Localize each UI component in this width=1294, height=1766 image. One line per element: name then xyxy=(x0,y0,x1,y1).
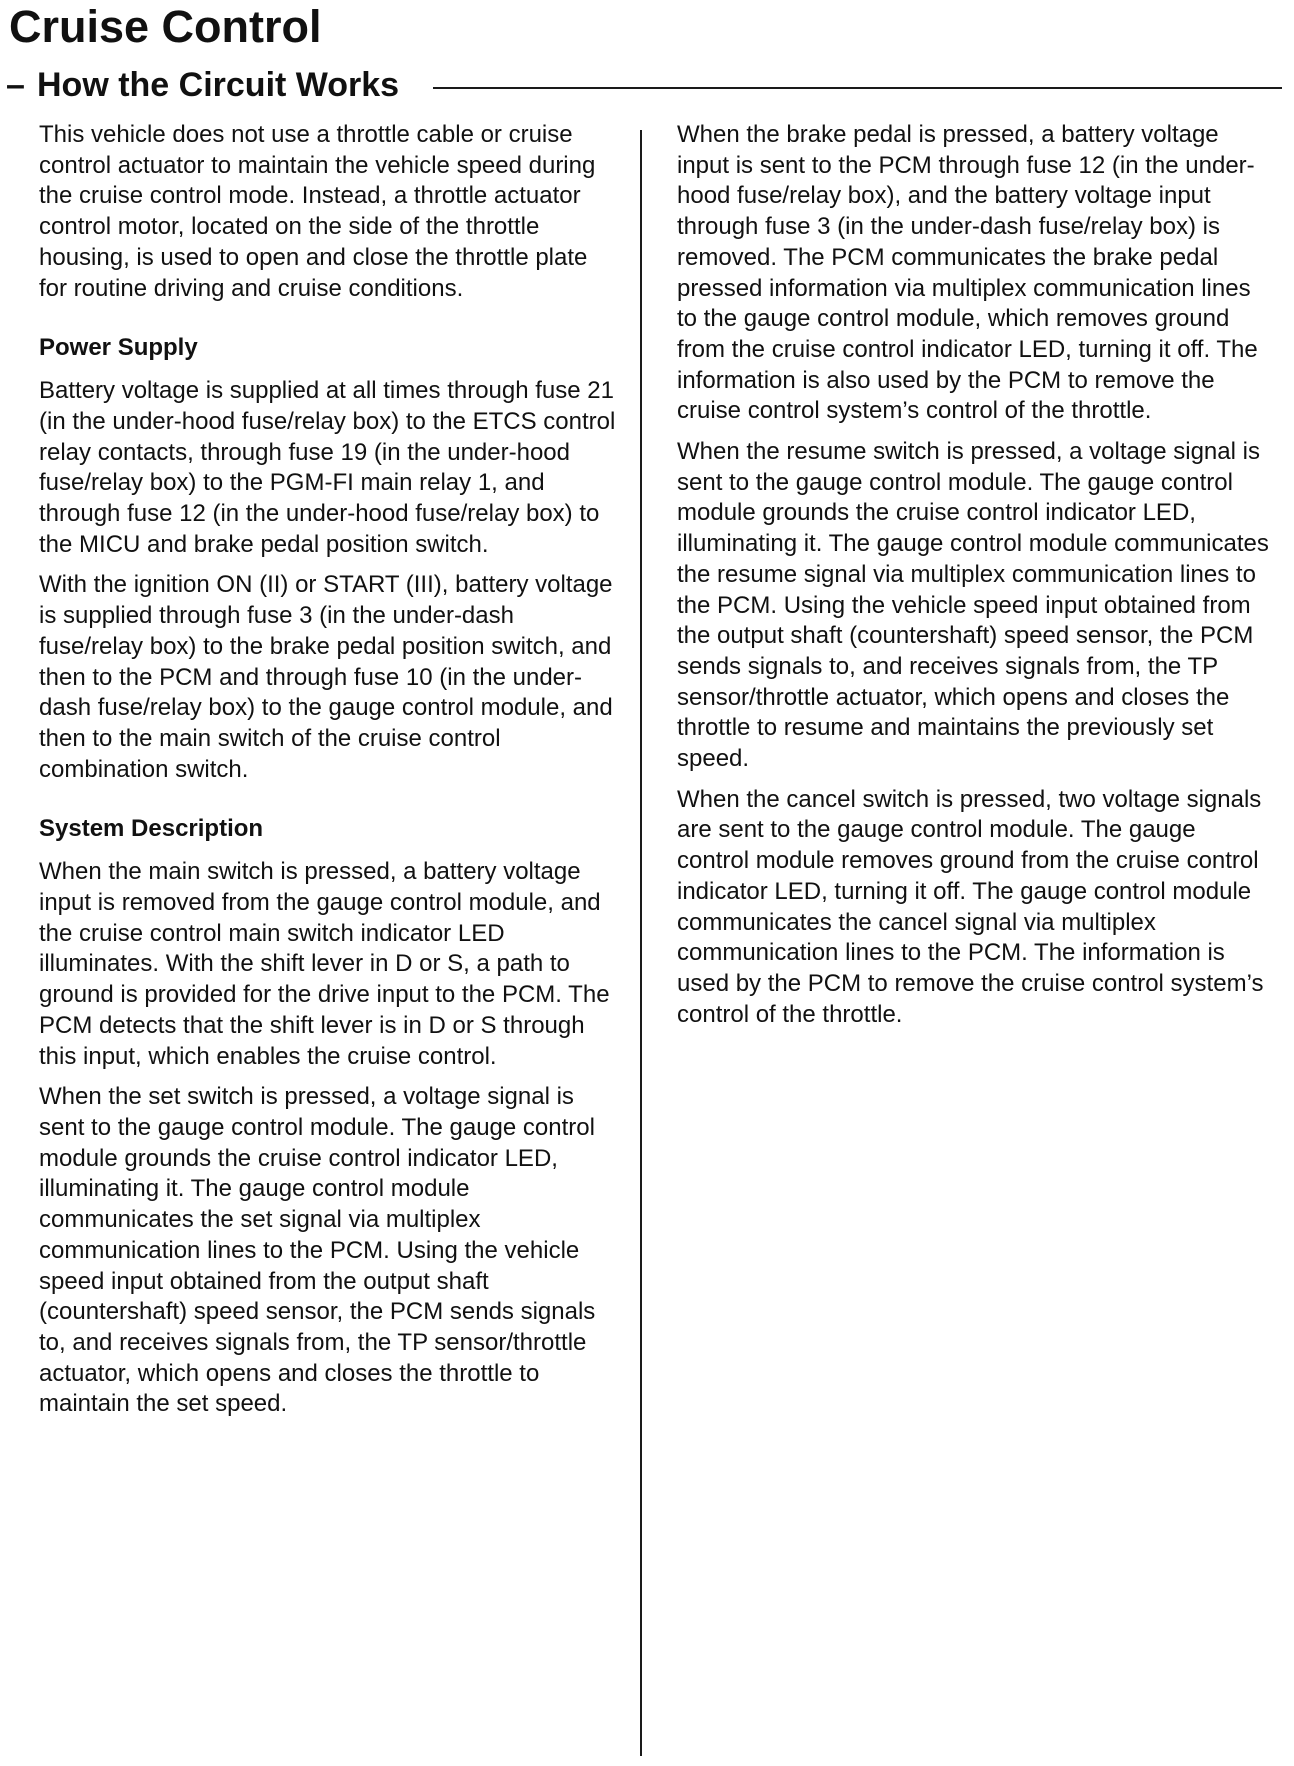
resume-switch-paragraph: When the resume switch is pressed, a voltage signal is sent to the gauge control module. The gauge control module grounds the cruise control indicator LED, illuminating it. The gauge control module communicates the resume signal via multiplex communication lines to the PCM. Using the vehicle speed input obtained from the output shaft (countershaft) speed sensor, the PCM sends signals to, and receives signals from, the TP sensor/throttle actuator, which opens and closes the throttle to resume and maintains the previously set speed. xyxy=(677,438,1269,773)
section-title: How the Circuit Works xyxy=(37,66,400,104)
page-title: Cruise Control xyxy=(9,1,322,52)
left-column xyxy=(39,120,619,1430)
power-supply-heading: Power Supply xyxy=(39,334,198,362)
right-column xyxy=(677,120,1269,1040)
intro-paragraph: This vehicle does not use a throttle cable or cruise control actuator to maintain the vehicle speed during the cruise control mode. Instead, a throttle actuator control motor, located on the side of the throttle housing, is used to open and close the throttle plate for routine driving and cruise conditions. xyxy=(39,121,596,302)
brake-pedal-paragraph: When the brake pedal is pressed, a battery voltage input is sent to the PCM through fuse 12 (in the under-hood fuse/relay box), and the battery voltage input through fuse 3 (in the under-dash fuse/relay box) is removed. The PCM communicates the brake pedal pressed information via multiplex communication lines to the gauge control module, which removes ground from the cruise control indicator LED, turning it off. The information is also used by the PCM to remove the cruise control system’s control of the throttle. xyxy=(677,121,1258,425)
column-divider xyxy=(640,130,642,1756)
section-dash: – xyxy=(6,66,25,104)
power-supply-paragraph-1: Battery voltage is supplied at all times through fuse 21 (in the under-hood fuse/relay box) to the ETCS control relay contacts, through fuse 19 (in the under-hood fuse/relay box) to the PGM-FI main relay 1, and through fuse 12 (in the under-hood fuse/relay box) to the MICU and brake pedal position switch. xyxy=(39,377,616,558)
system-description-paragraph-1: When the main switch is pressed, a battery voltage input is removed from the gauge control module, and the cruise control main switch indicator LED illuminates. With the shift lever in D or S, a path to ground is provided for the drive input to the PCM. The PCM detects that the shift lever is in D or S through this input, which enables the cruise control. xyxy=(39,858,610,1070)
section-rule xyxy=(433,87,1282,89)
power-supply-paragraph-2: With the ignition ON (II) or START (III), battery voltage is supplied through fuse 3 (in the under-dash fuse/relay box) to the brake pedal position switch, and then to the PCM and through fuse 10 (in the under-dash fuse/relay box) to the gauge control module, and then to the main switch of the cruise control combination switch. xyxy=(39,571,613,783)
cancel-switch-paragraph: When the cancel switch is pressed, two voltage signals are sent to the gauge control module. The gauge control module removes ground from the cruise control indicator LED, turning it off. The gauge control module communicates the cancel signal via multiplex communication lines to the PCM. The information is used by the PCM to remove the cruise control system’s control of the throttle. xyxy=(677,785,1264,1028)
section-header xyxy=(6,63,1280,107)
system-description-paragraph-2: When the set switch is pressed, a voltage signal is sent to the gauge control module. The gauge control module grounds the cruise control indicator LED, illuminating it. The gauge control module communicates the set signal via multiplex communication lines to the PCM. Using the vehicle speed input obtained from the output shaft (countershaft) speed sensor, the PCM sends signals to, and receives signals from, the TP sensor/throttle actuator, which opens and closes the throttle to maintain the set speed. xyxy=(39,1083,596,1418)
system-description-heading: System Description xyxy=(39,815,264,843)
